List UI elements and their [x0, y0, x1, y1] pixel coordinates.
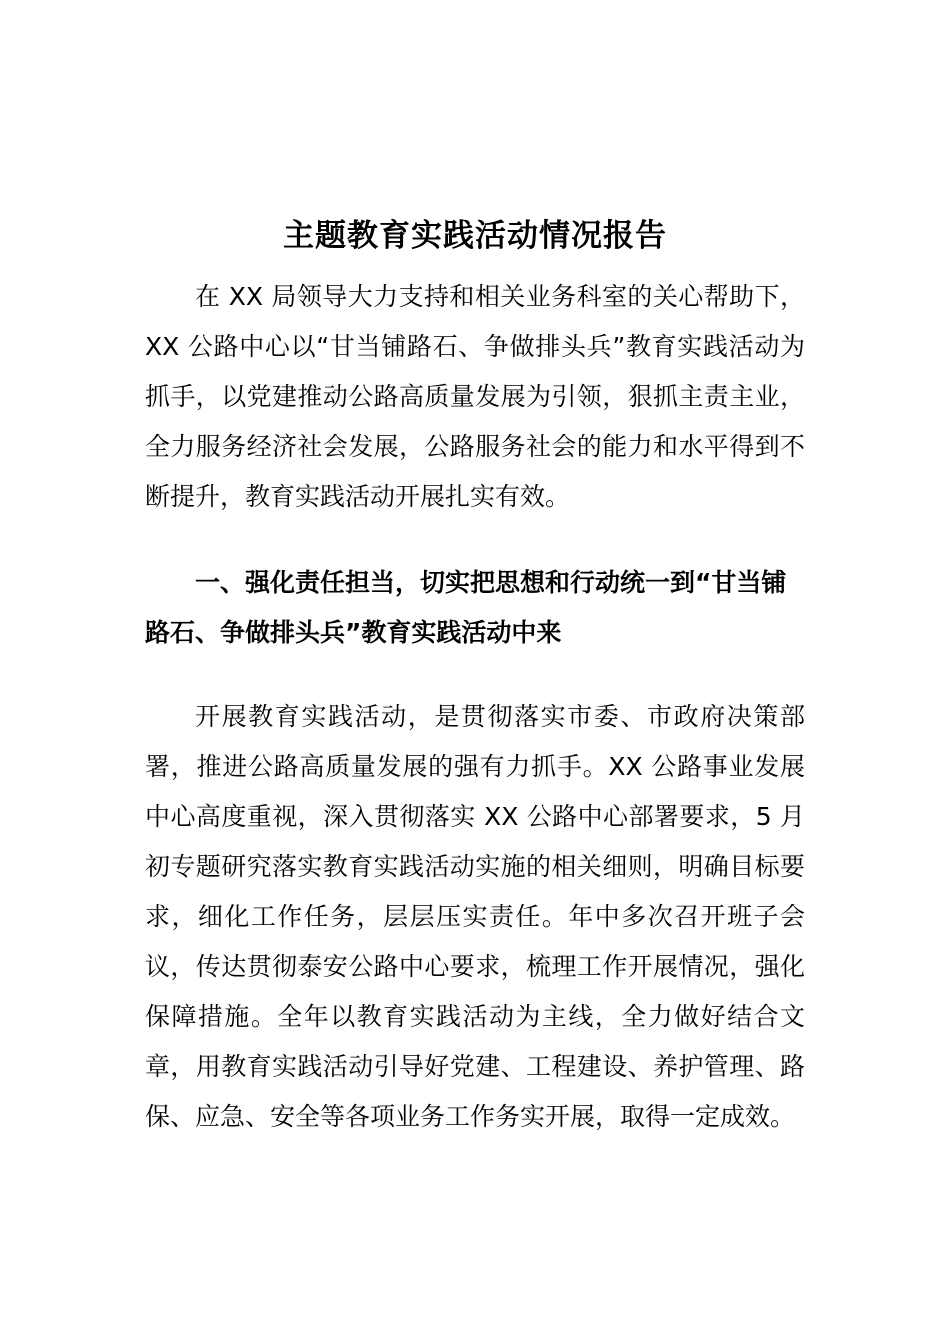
section-1-heading: 一、强化责任担当，切实把思想和行动统一到“甘当铺路石、争做排头兵”教育实践活动中来 [145, 568, 787, 647]
document-title: 主题教育实践活动情况报告 [283, 217, 667, 254]
intro-paragraph: 在 XX 局领导大力支持和相关业务科室的关心帮助下，XX 公路中心以“甘当铺路石、争做排头兵”教育实践活动为抓手，以党建推动公路高质量发展为引领，狠抓主责主业，全力服务经济社会发展，公路服务社会的能力和水平得到不断提升，教育实践活动开展扎实有效。 [145, 282, 805, 511]
section-1-body: 开展教育实践活动，是贯彻落实市委、市政府决策部署，推进公路高质量发展的强有力抓手。XX 公路事业发展中心高度重视，深入贯彻落实 XX 公路中心部署要求，5 月初专题研究落实教育实践活动实施的相关细则，明确目标要求，细化工作任务，层层压实责任。年中多次召开班子会议，传达贯彻泰安公路中心要求，梳理工作开展情况，强化保障措施。全年以教育实践活动为主线，全力做好结合文章，用教育实践活动引导好党建、工程建设、养护管理、路保、应急、安全等各项业务工作务实开展，取得一定成效。 [145, 702, 805, 1131]
